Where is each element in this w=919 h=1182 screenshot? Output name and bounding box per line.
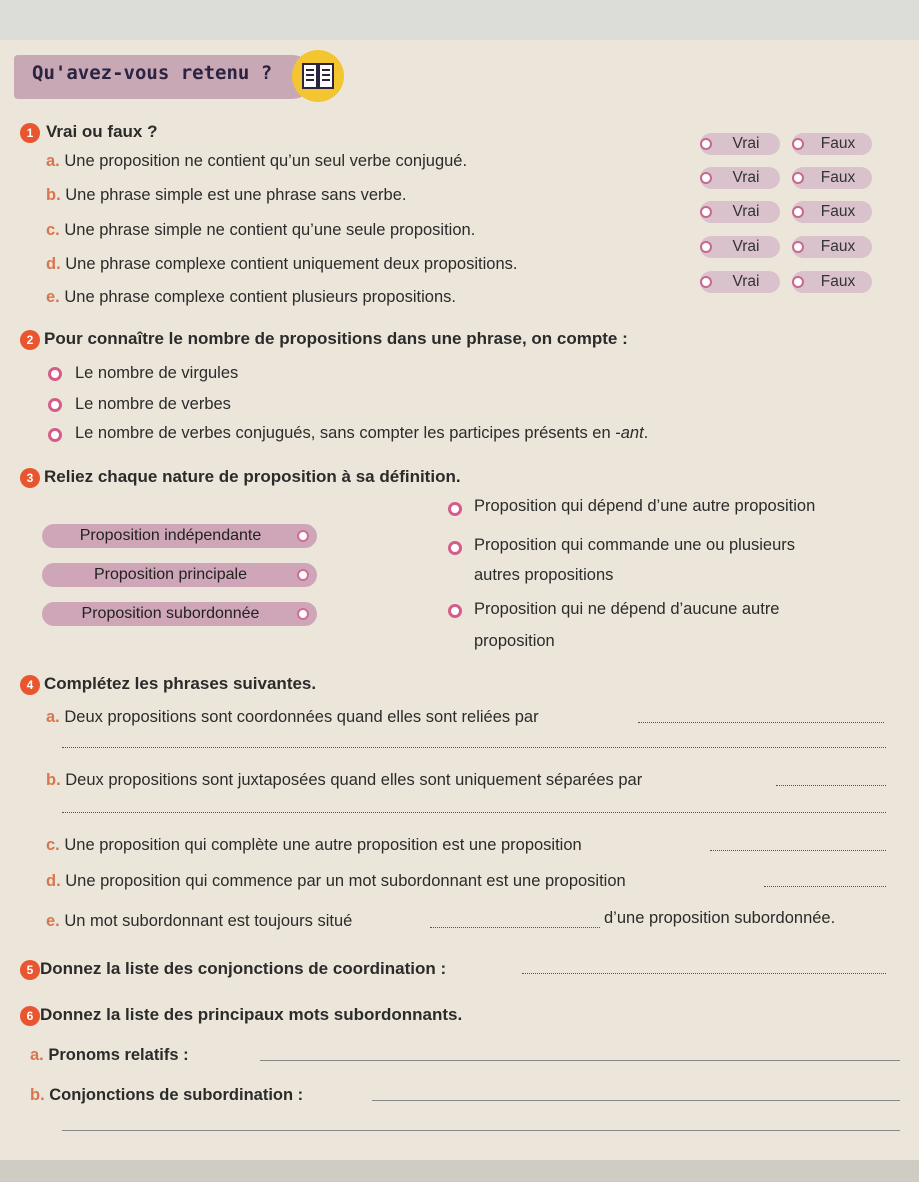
radio-dot-icon xyxy=(792,241,804,253)
statement-b xyxy=(46,186,406,205)
choice-label: Le nombre de verbes xyxy=(75,395,231,413)
match-dot-icon[interactable] xyxy=(448,541,462,555)
sentence-b xyxy=(46,771,642,790)
match-left-item[interactable] xyxy=(42,524,317,548)
question-number: 1 xyxy=(20,123,40,143)
radio-dot-icon xyxy=(700,241,712,253)
match-left-label: Proposition subordonnée xyxy=(81,605,260,622)
choice-label-text: Le nombre de verbes conjugués, sans compter les participes présents en - xyxy=(75,424,621,442)
answer-line[interactable] xyxy=(776,785,886,786)
statement-text: Une proposition ne contient qu’un seul verbe conjugué. xyxy=(64,152,468,170)
answer-line[interactable] xyxy=(638,722,884,723)
item-letter: c. xyxy=(46,221,60,239)
item-letter: b. xyxy=(46,186,61,204)
page-top-edge xyxy=(0,0,919,40)
choice-label-end: . xyxy=(643,424,649,442)
question-title: Vrai ou faux ? xyxy=(46,122,158,141)
sentence-d xyxy=(46,872,626,891)
match-right-item: Proposition qui ne dépend d’aucune autre xyxy=(474,600,780,618)
sentence-e xyxy=(46,912,352,931)
worksheet-page xyxy=(0,40,919,1160)
subitem-text: Conjonctions de subordination : xyxy=(49,1086,304,1104)
subitem-b xyxy=(30,1086,303,1105)
statement-d xyxy=(46,255,517,274)
question-number: 2 xyxy=(20,330,40,350)
false-option[interactable] xyxy=(792,271,872,293)
sentence-text: Deux propositions sont coordonnées quand elles sont reliées par xyxy=(64,708,539,726)
question-number: 4 xyxy=(20,675,40,695)
true-label: Vrai xyxy=(732,169,760,186)
true-option[interactable] xyxy=(700,167,780,189)
item-letter: c. xyxy=(46,836,60,854)
match-dot-icon[interactable] xyxy=(448,502,462,516)
sentence-c xyxy=(46,836,582,855)
match-left-item[interactable] xyxy=(42,602,317,626)
item-letter: a. xyxy=(30,1046,44,1064)
item-letter: e. xyxy=(46,288,60,306)
question-title: Complétez les phrases suivantes. xyxy=(44,674,317,693)
subitem-a xyxy=(30,1046,189,1065)
radio-dot-icon xyxy=(792,206,804,218)
answer-line[interactable] xyxy=(62,747,886,748)
sentence-text: Une proposition qui complète une autre proposition est une proposition xyxy=(64,836,582,854)
answer-line[interactable] xyxy=(260,1060,900,1061)
match-left-label: Proposition indépendante xyxy=(79,527,262,544)
false-label: Faux xyxy=(820,169,856,186)
choice-radio[interactable] xyxy=(48,428,62,442)
book-icon xyxy=(292,50,344,102)
true-label: Vrai xyxy=(732,238,760,255)
match-right-item-cont: autres propositions xyxy=(474,566,614,584)
true-option[interactable] xyxy=(700,201,780,223)
radio-dot-icon xyxy=(792,276,804,288)
true-option[interactable] xyxy=(700,271,780,293)
choice-radio[interactable] xyxy=(48,398,62,412)
match-right-item-cont: proposition xyxy=(474,632,555,650)
false-option[interactable] xyxy=(792,201,872,223)
answer-line[interactable] xyxy=(430,927,600,928)
item-letter: b. xyxy=(46,771,61,789)
choice-label xyxy=(75,424,648,443)
true-option[interactable] xyxy=(700,236,780,258)
choice-label-italic: ant xyxy=(620,424,644,442)
sentence-text: Une proposition qui commence par un mot subordonnant est une proposition xyxy=(65,872,626,890)
match-left-label: Proposition principale xyxy=(94,566,247,583)
statement-text: Une phrase complexe contient uniquement deux propositions. xyxy=(65,255,518,273)
statement-a xyxy=(46,152,467,171)
radio-dot-icon xyxy=(700,206,712,218)
question-title: Donnez la liste des conjonctions de coordination : xyxy=(40,959,447,978)
question-title: Donnez la liste des principaux mots subordonnants. xyxy=(40,1005,463,1024)
item-letter: a. xyxy=(46,152,60,170)
sentence-text: Deux propositions sont juxtaposées quand elles sont uniquement séparées par xyxy=(65,771,643,789)
question-number: 5 xyxy=(20,960,40,980)
false-option[interactable] xyxy=(792,236,872,258)
statement-e xyxy=(46,288,456,307)
radio-dot-icon xyxy=(700,172,712,184)
sentence-a xyxy=(46,708,539,727)
subitem-text: Pronoms relatifs : xyxy=(48,1046,189,1064)
question-title: Pour connaître le nombre de propositions dans une phrase, on compte : xyxy=(44,329,628,348)
question-number: 3 xyxy=(20,468,40,488)
answer-line[interactable] xyxy=(372,1100,900,1101)
answer-line[interactable] xyxy=(62,812,886,813)
answer-line[interactable] xyxy=(764,886,886,887)
match-dot-icon[interactable] xyxy=(297,569,309,581)
item-letter: d. xyxy=(46,872,61,890)
true-label: Vrai xyxy=(732,273,760,290)
statement-text: Une phrase simple ne contient qu’une seule proposition. xyxy=(64,221,476,239)
radio-dot-icon xyxy=(700,138,712,150)
match-right-item: Proposition qui dépend d’une autre proposition xyxy=(474,497,816,515)
sentence-text-end: d’une proposition subordonnée. xyxy=(604,909,836,927)
false-label: Faux xyxy=(820,273,856,290)
radio-dot-icon xyxy=(792,172,804,184)
match-dot-icon[interactable] xyxy=(297,530,309,542)
page-title: Qu'avez-vous retenu ? xyxy=(32,62,273,84)
statement-c xyxy=(46,221,475,240)
statement-text: Une phrase simple est une phrase sans verbe. xyxy=(65,186,407,204)
item-letter: e. xyxy=(46,912,60,930)
false-label: Faux xyxy=(820,135,856,152)
answer-line[interactable] xyxy=(62,1130,900,1131)
sentence-text: Un mot subordonnant est toujours situé xyxy=(64,912,353,930)
false-label: Faux xyxy=(820,203,856,220)
choice-label: Le nombre de virgules xyxy=(75,364,239,382)
item-letter: a. xyxy=(46,708,60,726)
match-left-item[interactable] xyxy=(42,563,317,587)
answer-line[interactable] xyxy=(710,850,886,851)
false-label: Faux xyxy=(820,238,856,255)
item-letter: d. xyxy=(46,255,61,273)
match-right-item: Proposition qui commande une ou plusieurs xyxy=(474,536,796,554)
question-number: 6 xyxy=(20,1006,40,1026)
match-dot-icon[interactable] xyxy=(297,608,309,620)
true-label: Vrai xyxy=(732,135,760,152)
true-option[interactable] xyxy=(700,133,780,155)
answer-line[interactable] xyxy=(522,973,886,974)
item-letter: b. xyxy=(30,1086,45,1104)
true-label: Vrai xyxy=(732,203,760,220)
page-bottom-edge xyxy=(0,1160,919,1182)
false-option[interactable] xyxy=(792,133,872,155)
radio-dot-icon xyxy=(700,276,712,288)
statement-text: Une phrase complexe contient plusieurs propositions. xyxy=(64,288,456,306)
radio-dot-icon xyxy=(792,138,804,150)
false-option[interactable] xyxy=(792,167,872,189)
match-dot-icon[interactable] xyxy=(448,604,462,618)
choice-radio[interactable] xyxy=(48,367,62,381)
question-title: Reliez chaque nature de proposition à sa définition. xyxy=(44,467,461,486)
